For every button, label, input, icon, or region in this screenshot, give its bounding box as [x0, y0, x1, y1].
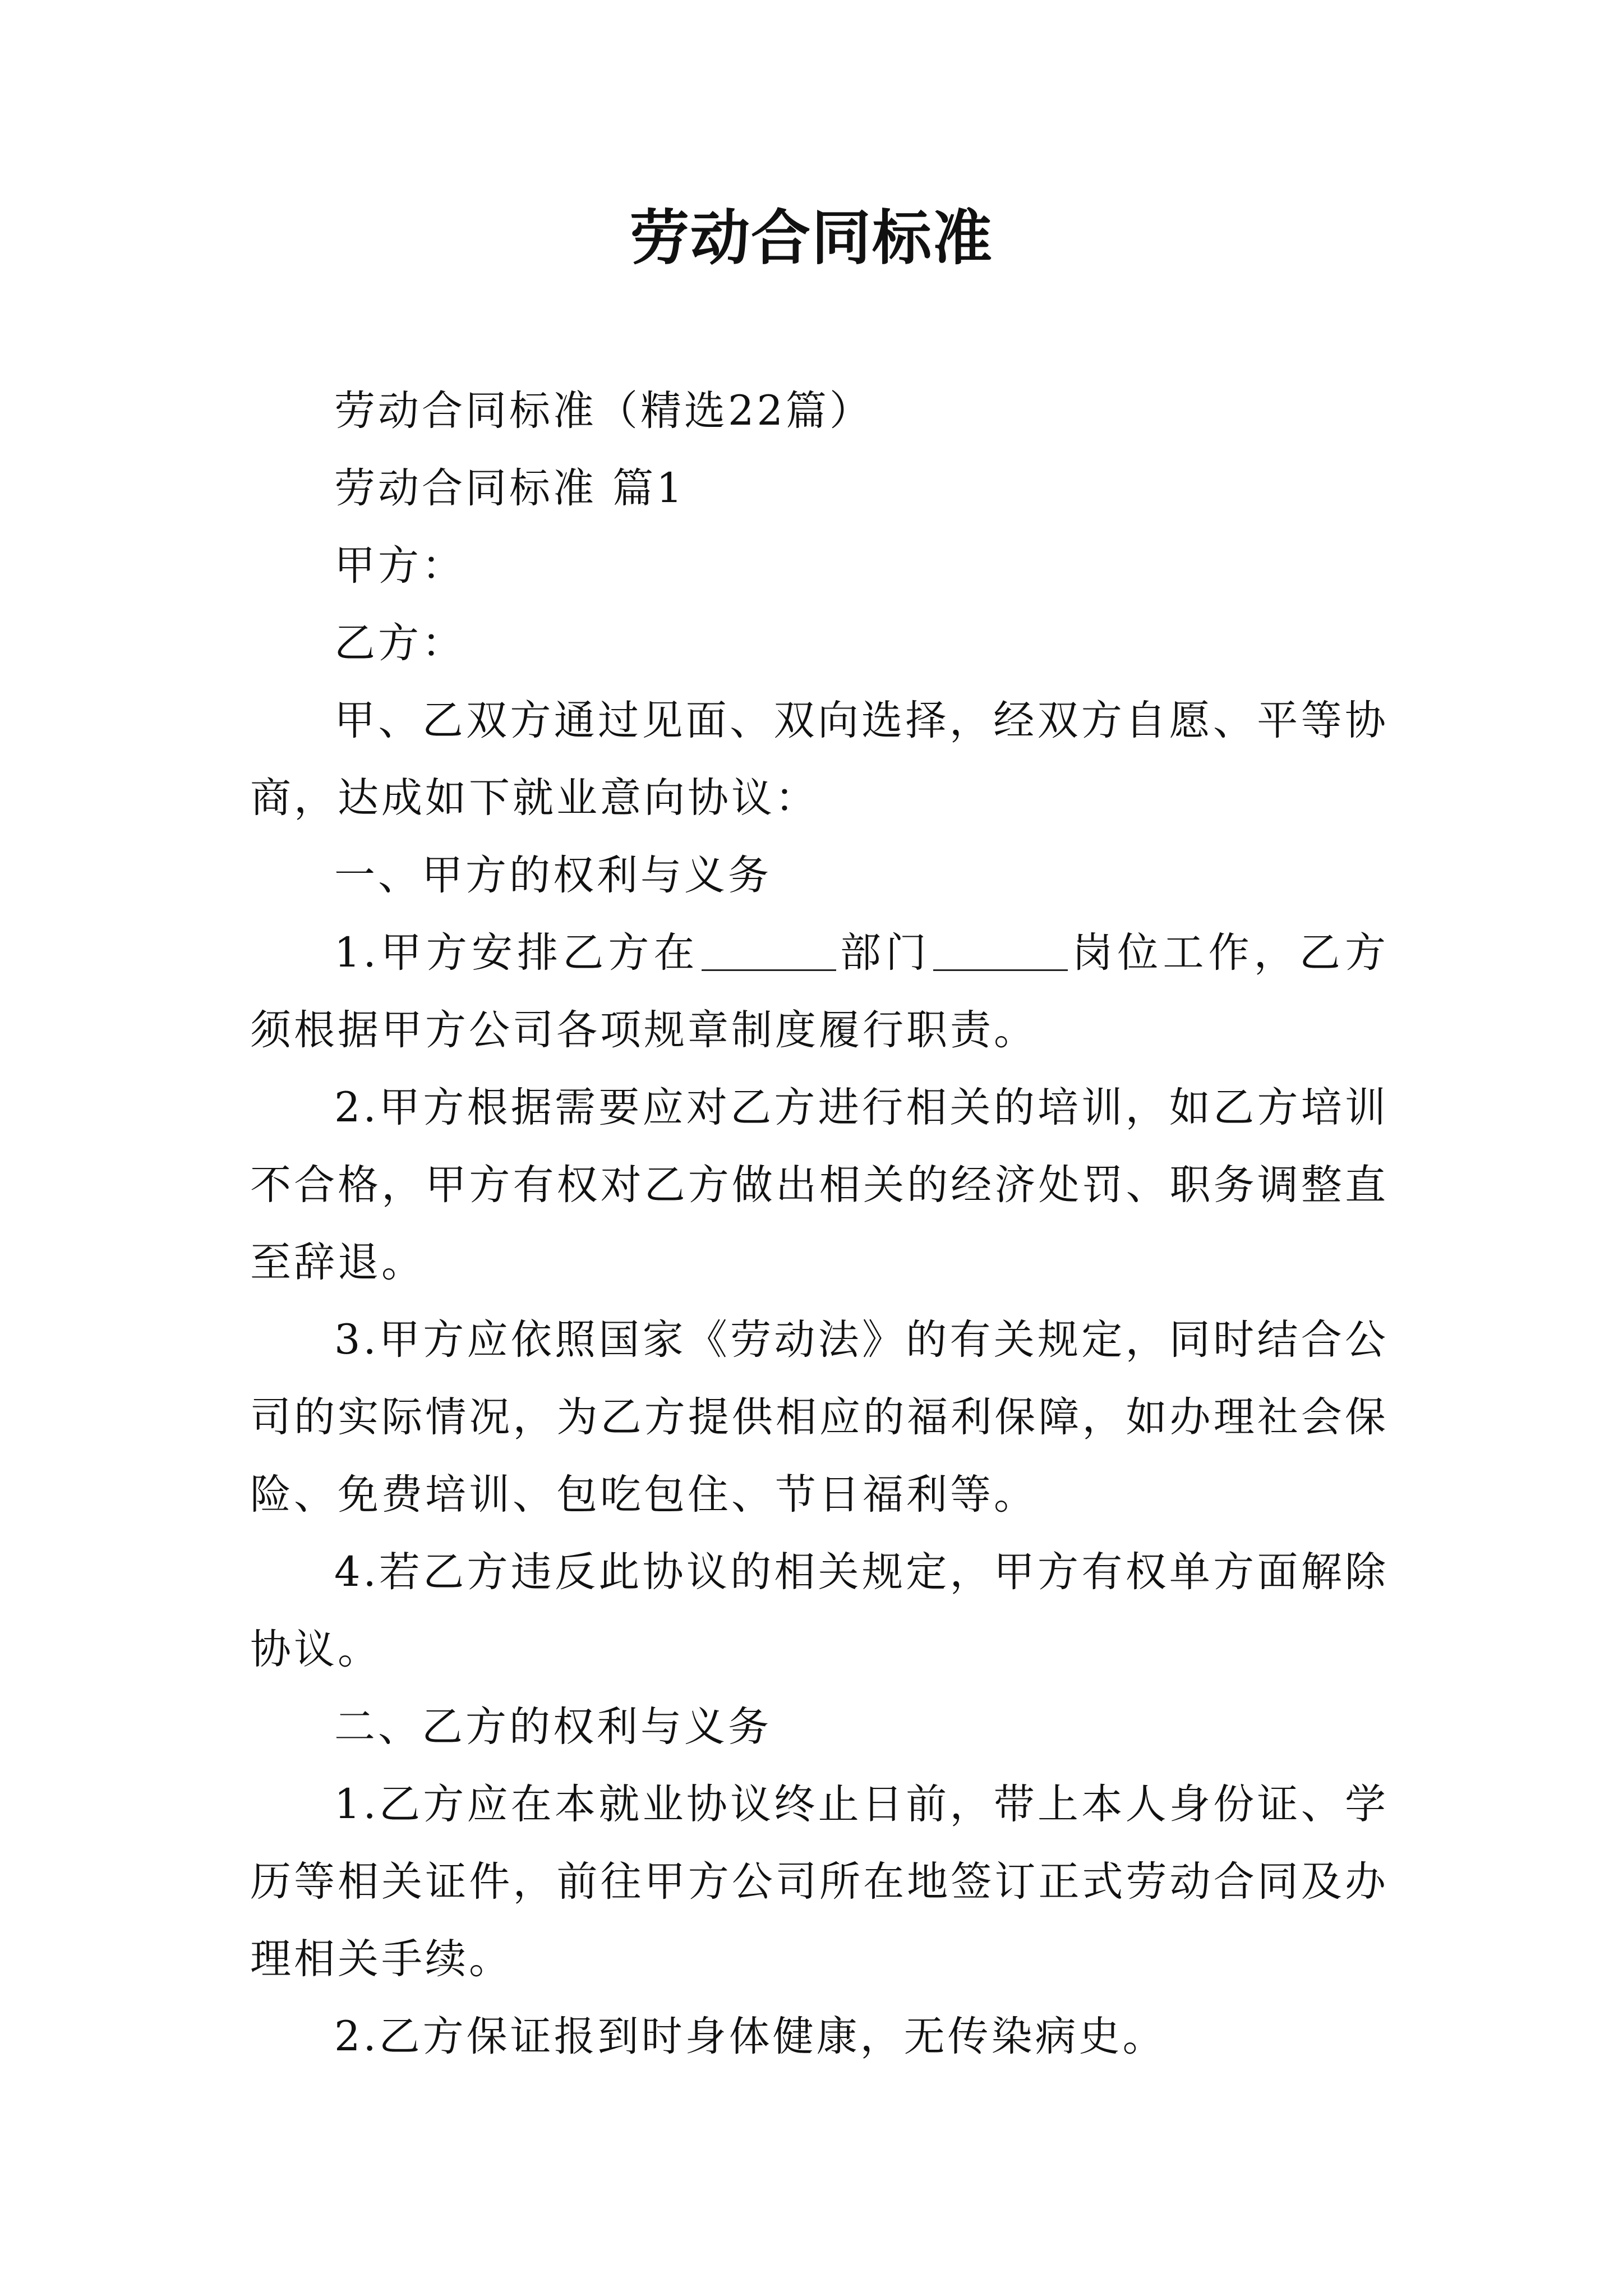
paragraph-heading-party-a-rights: 一、甲方的权利与义务 — [334, 852, 772, 899]
paragraph-party-b: 乙方： — [334, 619, 465, 667]
paragraph-clause-a2: 2.甲方根据需要应对乙方进行相关的培训，如乙方培训不合格，甲方有权对乙方做出相关的经济处罚、职务调整直至辞退。 — [250, 1084, 1389, 1286]
paragraph-heading-party-b-rights: 二、乙方的权利与义务 — [334, 1703, 772, 1751]
paragraph-clause-b1: 1.乙方应在本就业协议终止日前，带上本人身份证、学历等相关证件，前往甲方公司所在地签订正式劳动合同及办理相关手续。 — [250, 1780, 1389, 1983]
document-body — [250, 372, 1389, 2076]
paragraph-clause-a4: 4.若乙方违反此协议的相关规定，甲方有权单方面解除协议。 — [250, 1548, 1389, 1673]
document-title: 劳动合同标准 — [630, 204, 993, 273]
paragraph-party-a: 甲方： — [334, 542, 465, 590]
paragraph-clause-a3: 3.甲方应依照国家《劳动法》的有关规定，同时结合公司的实际情况，为乙方提供相应的福利保障，如办理社会保险、免费培训、包吃包住、节日福利等。 — [250, 1316, 1389, 1519]
paragraph-clause-a1 — [250, 914, 1389, 1069]
clause-a1-prefix: 1.甲方安排乙方在 — [334, 929, 699, 977]
post-blank-line — [933, 930, 1068, 971]
paragraph-intro: 甲、乙双方通过见面、双向选择，经双方自愿、平等协商，达成如下就业意向协议： — [250, 697, 1389, 822]
department-blank-line — [702, 930, 836, 971]
paragraph-clause-b2: 2.乙方保证报到时身体健康，无传染病史。 — [334, 2013, 1166, 2060]
clause-a1-dept: 部门 — [838, 929, 932, 977]
paragraph-subtitle: 劳动合同标准（精选22篇） — [334, 387, 873, 435]
paragraph-section-heading: 劳动合同标准 篇1 — [334, 464, 685, 512]
clause-a1-suffix: 岗位工作，乙方须根据甲方公司各项规章制度履行职责。 — [250, 929, 1389, 1054]
